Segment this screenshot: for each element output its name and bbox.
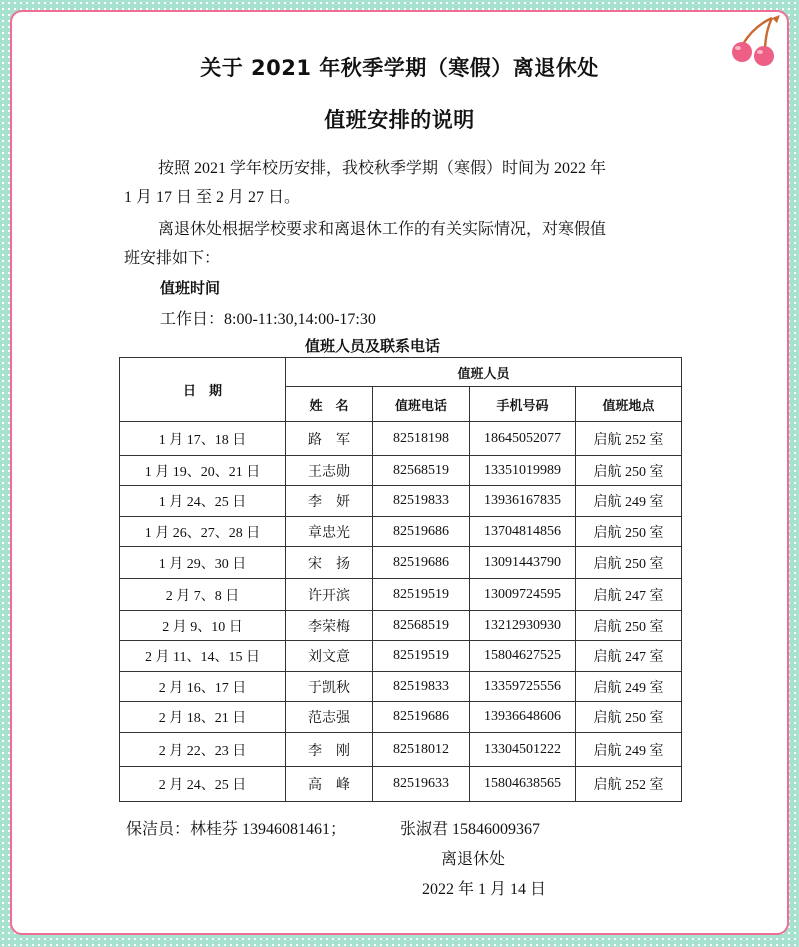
table-row (120, 641, 682, 672)
cell-location: 启航 249 室 (576, 672, 682, 702)
cell-phone: 82519833 (373, 486, 470, 517)
cell-location: 启航 247 室 (576, 641, 682, 672)
cell-name: 宋 扬 (286, 547, 373, 579)
cell-phone: 82519519 (373, 579, 470, 611)
table-row (120, 767, 682, 802)
cell-location: 启航 252 室 (576, 422, 682, 456)
cleaner-2: 张淑君 15846009367 (400, 821, 541, 838)
header-location: 值班地点 (576, 387, 682, 422)
header-group: 值班人员 (286, 358, 682, 387)
paragraph-1-line-2: 1 月 17 日 至 2 月 27 日。 (124, 189, 301, 206)
table-row (120, 517, 682, 547)
cell-phone: 82519686 (373, 517, 470, 547)
paragraph-1-line-1: 按照 2021 学年校历安排，我校秋季学期（寒假）时间为 2022 年 (158, 160, 607, 177)
cell-date: 2 月 11、14、15 日 (120, 641, 286, 672)
cell-phone: 82518198 (373, 422, 470, 456)
signature: 离退休处 (441, 851, 506, 868)
document-subtitle: 值班安排的说明 (324, 108, 475, 132)
cell-location: 启航 250 室 (576, 611, 682, 641)
cell-phone: 82519686 (373, 547, 470, 579)
duty-table (119, 357, 682, 802)
cell-mobile: 13936648606 (470, 702, 576, 733)
cell-mobile: 13704814856 (470, 517, 576, 547)
paragraph-2-line-1: 离退休处根据学校要求和离退休工作的有关实际情况，对寒假值 (158, 221, 607, 238)
table-row (120, 702, 682, 733)
cell-phone: 82568519 (373, 611, 470, 641)
cell-mobile: 13304501222 (470, 733, 576, 767)
table-row (120, 422, 682, 456)
cell-date: 2 月 7、8 日 (120, 579, 286, 611)
cell-name: 路 军 (286, 422, 373, 456)
cell-phone: 82568519 (373, 456, 470, 486)
cell-name: 刘文意 (286, 641, 373, 672)
cell-location: 启航 252 室 (576, 767, 682, 802)
cell-date: 2 月 24、25 日 (120, 767, 286, 802)
cell-name: 章忠光 (286, 517, 373, 547)
cell-mobile: 15804638565 (470, 767, 576, 802)
table-row (120, 672, 682, 702)
document-title: 关于 2021 年秋季学期（寒假）离退休处 (200, 56, 599, 80)
cell-name: 李 妍 (286, 486, 373, 517)
signature-date: 2022 年 1 月 14 日 (422, 881, 547, 898)
cell-location: 启航 249 室 (576, 733, 682, 767)
table-row (120, 733, 682, 767)
cell-mobile: 13212930930 (470, 611, 576, 641)
cell-date: 1 月 19、20、21 日 (120, 456, 286, 486)
cell-phone: 82519833 (373, 672, 470, 702)
table-caption: 值班人员及联系电话 (305, 337, 441, 355)
table-row (120, 486, 682, 517)
cell-phone: 82518012 (373, 733, 470, 767)
cell-date: 2 月 9、10 日 (120, 611, 286, 641)
table-row (120, 611, 682, 641)
cell-phone: 82519519 (373, 641, 470, 672)
cell-name: 范志强 (286, 702, 373, 733)
cell-date: 1 月 26、27、28 日 (120, 517, 286, 547)
cell-name: 高 峰 (286, 767, 373, 802)
cell-name: 于凯秋 (286, 672, 373, 702)
cell-mobile: 18645052077 (470, 422, 576, 456)
cell-date: 2 月 16、17 日 (120, 672, 286, 702)
header-phone: 值班电话 (373, 387, 470, 422)
cell-mobile: 13009724595 (470, 579, 576, 611)
cell-location: 启航 250 室 (576, 547, 682, 579)
cell-location: 启航 247 室 (576, 579, 682, 611)
cell-phone: 82519633 (373, 767, 470, 802)
section-heading: 值班时间 (160, 279, 221, 297)
cell-mobile: 15804627525 (470, 641, 576, 672)
cell-name: 李 刚 (286, 733, 373, 767)
cell-date: 2 月 18、21 日 (120, 702, 286, 733)
cell-location: 启航 250 室 (576, 702, 682, 733)
cell-date: 2 月 22、23 日 (120, 733, 286, 767)
cell-phone: 82519686 (373, 702, 470, 733)
cell-name: 李荣梅 (286, 611, 373, 641)
cleaner-1: 保洁员：林桂芬 13946081461； (126, 821, 347, 838)
cell-mobile: 13091443790 (470, 547, 576, 579)
header-mobile: 手机号码 (470, 387, 576, 422)
cell-date: 1 月 29、30 日 (120, 547, 286, 579)
paragraph-2-line-2: 班安排如下： (124, 250, 221, 267)
cell-mobile: 13351019989 (470, 456, 576, 486)
table-row (120, 547, 682, 579)
cell-name: 王志勋 (286, 456, 373, 486)
cell-mobile: 13936167835 (470, 486, 576, 517)
header-name: 姓 名 (286, 387, 373, 422)
table-row (120, 456, 682, 486)
cell-name: 许开滨 (286, 579, 373, 611)
cell-location: 启航 249 室 (576, 486, 682, 517)
cell-date: 1 月 17、18 日 (120, 422, 286, 456)
cell-location: 启航 250 室 (576, 456, 682, 486)
cell-location: 启航 250 室 (576, 517, 682, 547)
work-hours: 工作日：8:00-11:30,14:00-17:30 (160, 311, 376, 328)
header-date: 日 期 (120, 358, 286, 422)
cell-mobile: 13359725556 (470, 672, 576, 702)
cell-date: 1 月 24、25 日 (120, 486, 286, 517)
table-row (120, 579, 682, 611)
